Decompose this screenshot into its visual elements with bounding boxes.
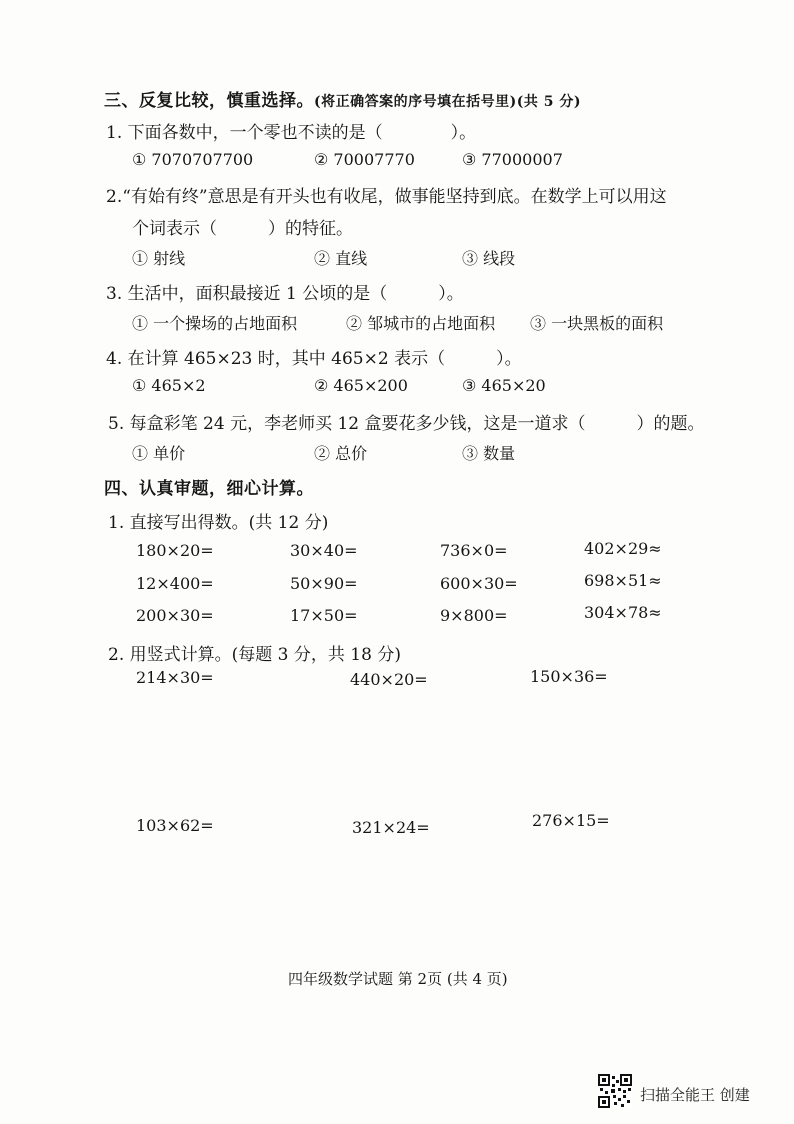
question-2-option-3: ③ 线段 [462, 249, 516, 268]
oral-calc-r2c4: 698×51≈ [584, 571, 662, 590]
question-2-stem: 2.“有始有终”意思是有开头也有收尾，做事能坚持到底。在数学上可以用这 [106, 187, 667, 207]
vertical-calc-2: 440×20= [350, 670, 428, 689]
question-1-option-2: ② 70007770 [314, 150, 415, 169]
question-5-option-3: ③ 数量 [462, 444, 516, 463]
section3-instruction: (将正确答案的序号填在括号里) [314, 94, 517, 110]
question-3-stem: 3. 生活中，面积最接近 1 公顷的是（ ）。 [106, 284, 464, 304]
oral-calc-r2c1: 12×400= [136, 574, 214, 593]
section3-score: (共 5 分) [516, 94, 581, 110]
oral-calc-r3c2: 17×50= [290, 606, 358, 625]
part1-title: 1. 直接写出得数。(共 12 分) [108, 513, 329, 533]
oral-calc-r1c3: 736×0= [440, 541, 508, 560]
oral-calc-r3c1: 200×30= [136, 606, 214, 625]
oral-calc-r2c2: 50×90= [290, 574, 358, 593]
part2-title: 2. 用竖式计算。(每题 3 分，共 18 分) [108, 645, 401, 665]
question-5-option-2: ② 总价 [314, 444, 368, 463]
question-4-option-2: ② 465×200 [314, 376, 408, 395]
question-5-option-1: ① 单价 [132, 444, 186, 463]
question-3-option-2: ② 邹城市的占地面积 [346, 314, 496, 333]
oral-calc-r1c2: 30×40= [290, 541, 358, 560]
section3-heading: 三、反复比较，慎重选择。 [104, 91, 314, 111]
vertical-calc-1: 214×30= [136, 668, 214, 687]
page-footer: 四年级数学试题 第 2页 (共 4 页) [288, 970, 508, 988]
question-4-option-1: ① 465×2 [132, 376, 206, 395]
question-1-option-1: ① 7070707700 [132, 150, 254, 169]
question-1-option-3: ③ 77000007 [462, 150, 563, 169]
question-4-option-3: ③ 465×20 [462, 376, 546, 395]
question-3-option-1: ① 一个操场的占地面积 [132, 314, 298, 333]
scanner-watermark: 扫描全能王 创建 [640, 1086, 750, 1104]
oral-calc-r3c4: 304×78≈ [584, 603, 662, 622]
question-2-stem-line2: 个词表示（ ）的特征。 [132, 219, 353, 239]
question-2-option-2: ② 直线 [314, 249, 368, 268]
qr-code-icon [598, 1074, 632, 1108]
vertical-calc-5: 321×24= [352, 818, 430, 837]
oral-calc-r2c3: 600×30= [440, 574, 518, 593]
question-2-option-1: ① 射线 [132, 249, 186, 268]
section4-title: 四、认真审题，细心计算。 [104, 479, 314, 499]
vertical-calc-3: 150×36= [530, 667, 608, 686]
question-5-stem: 5. 每盒彩笔 24 元，李老师买 12 盒要花多少钱，这是一道求（ ）的题。 [108, 414, 705, 434]
oral-calc-r1c4: 402×29≈ [584, 539, 662, 558]
question-1-stem: 1. 下面各数中，一个零也不读的是（ ）。 [106, 123, 477, 143]
question-4-stem: 4. 在计算 465×23 时，其中 465×2 表示（ ）。 [106, 349, 522, 369]
oral-calc-r1c1: 180×20= [136, 541, 214, 560]
vertical-calc-6: 276×15= [532, 811, 610, 830]
oral-calc-r3c3: 9×800= [440, 606, 508, 625]
vertical-calc-4: 103×62= [136, 816, 214, 835]
section3-title [104, 86, 581, 111]
question-3-option-3: ③ 一块黑板的面积 [530, 314, 664, 333]
